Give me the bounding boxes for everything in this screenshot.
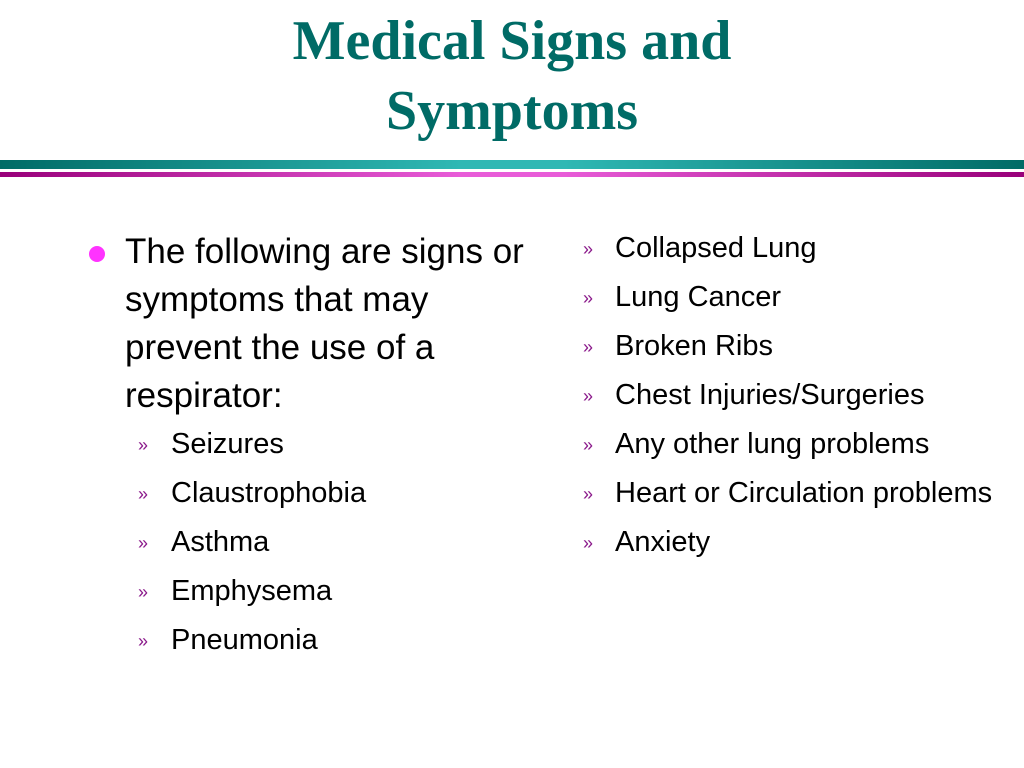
divider-teal	[0, 160, 1024, 169]
chevron-bullet-icon: »	[583, 288, 594, 308]
list-item-label: Any other lung problems	[615, 428, 930, 460]
list-item	[581, 522, 1001, 562]
main-bullet	[88, 228, 528, 420]
chevron-bullet-icon: »	[138, 582, 149, 602]
list-item-label: Emphysema	[171, 575, 333, 607]
list-item-label: Seizures	[171, 428, 284, 460]
list-item	[581, 326, 1001, 366]
slide-title	[0, 6, 1024, 146]
list-item-label: Broken Ribs	[615, 330, 773, 362]
list-item	[88, 571, 528, 611]
chevron-bullet-icon: »	[138, 435, 149, 455]
slide-title-line-1: Medical Signs and	[292, 10, 732, 72]
list-item	[581, 424, 1001, 464]
list-item	[581, 375, 1001, 415]
list-item	[581, 473, 1001, 513]
chevron-bullet-icon: »	[583, 484, 594, 504]
chevron-bullet-icon: »	[138, 631, 149, 651]
list-item	[581, 228, 1001, 268]
chevron-bullet-icon: »	[583, 337, 594, 357]
list-item-label: Collapsed Lung	[615, 232, 817, 264]
list-item-label: Pneumonia	[171, 624, 318, 656]
chevron-bullet-icon: »	[138, 533, 149, 553]
right-column	[581, 228, 1001, 571]
list-item	[581, 277, 1001, 317]
list-item-label: Anxiety	[615, 526, 711, 558]
divider-magenta	[0, 172, 1024, 177]
chevron-bullet-icon: »	[583, 533, 594, 553]
chevron-bullet-icon: »	[583, 435, 594, 455]
list-item	[88, 620, 528, 660]
list-item-label: Heart or Circulation problems	[615, 477, 993, 509]
chevron-bullet-icon: »	[583, 239, 594, 259]
list-item	[88, 522, 528, 562]
left-symptom-list	[88, 424, 528, 660]
list-item	[88, 473, 528, 513]
list-item-label: Chest Injuries/Surgeries	[615, 379, 925, 411]
intro-text: The following are signs or symptoms that may prevent the use of a respirator:	[125, 232, 524, 415]
slide-title-line-2: Symptoms	[385, 80, 639, 142]
list-item-label: Lung Cancer	[615, 281, 782, 313]
chevron-bullet-icon: »	[583, 386, 594, 406]
left-column	[88, 228, 528, 669]
list-item	[88, 424, 528, 464]
list-item-label: Claustrophobia	[171, 477, 367, 509]
bullet-dot-icon	[89, 246, 105, 262]
list-item-label: Asthma	[171, 526, 270, 558]
chevron-bullet-icon: »	[138, 484, 149, 504]
